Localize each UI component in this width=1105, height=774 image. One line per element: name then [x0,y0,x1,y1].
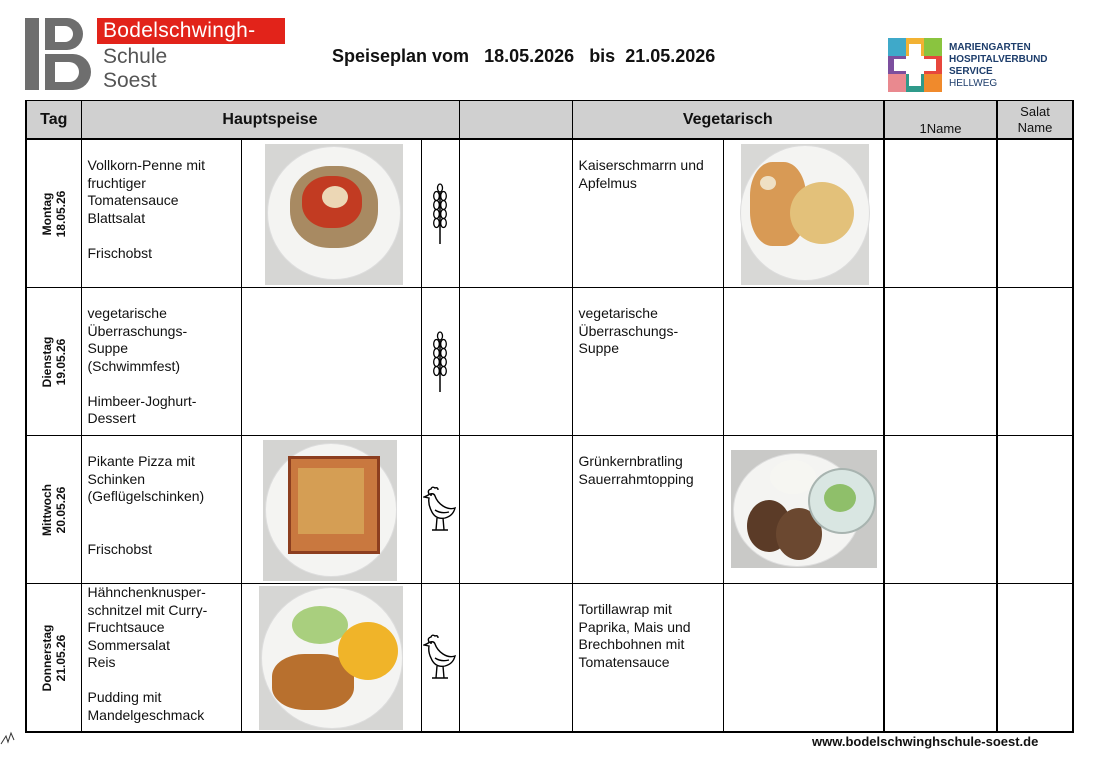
signature-scribble-icon [0,730,16,753]
veg-photo-cell [723,436,884,584]
day-cell [26,436,81,584]
title-separator: bis [589,46,616,66]
day-row-thursday [26,584,1073,733]
col-header-empty [459,101,572,140]
weekday: Montag [39,192,54,235]
day-date: 19.05.26 [53,338,68,385]
patties-photo [724,436,884,583]
school-logo-line2: Schule [103,45,168,68]
school-logo-red-line: Bodelschwingh- [97,18,285,44]
weekday: Mittwoch [39,483,54,536]
veg-photo-cell [723,288,884,436]
partner-logo [888,38,1068,94]
schnitzel-photo [242,584,421,731]
empty-cell [459,436,572,584]
salad-name-cell [997,584,1073,733]
empty-cell [459,139,572,288]
empty-cell [459,288,572,436]
day-cell [26,584,81,733]
title-label: Speiseplan vom [332,46,470,66]
col-header-vegetarian: Vegetarisch [572,101,884,140]
veg-dish-cell: vegetarische Überraschungs- Suppe [572,288,723,436]
pasta-photo [242,140,421,287]
school-logo [25,18,285,92]
main-dish-cell: Hähnchenknusper- schnitzel mit Curry- Fruchtsauce Sommersalat Reis Pudding mit Mandelgeschmack [81,584,241,733]
main-photo-cell [241,288,421,436]
wheat-icon [421,288,459,436]
veg-photo-cell [723,139,884,288]
main-photo-cell [241,139,421,288]
name1-cell [884,139,997,288]
page-title [332,46,715,67]
day-cell [26,288,81,436]
veg-dish-cell: Grünkernbratling Sauerrahmtopping [572,436,723,584]
header-row [26,101,1073,140]
col-header-salad: Salat Name [997,101,1073,140]
day-row-monday [26,139,1073,288]
menu-table [25,100,1074,733]
day-date: 20.05.26 [53,486,68,533]
main-dish-cell: vegetarische Überraschungs- Suppe (Schwimmfest) Himbeer-Joghurt- Dessert [81,288,241,436]
weekday: Dienstag [39,336,54,387]
footer-website: www.bodelschwinghschule-soest.de [812,734,1039,749]
col-header-name1: 1Name [884,101,997,140]
chicken-icon [421,584,459,733]
school-logo-b-mark [25,18,95,90]
main-dish-cell: Vollkorn-Penne mit fruchtiger Tomatensauce Blattsalat Frischobst [81,139,241,288]
main-photo-cell [241,436,421,584]
salad-name-cell [997,139,1073,288]
name1-cell [884,288,997,436]
main-dish-cell: Pikante Pizza mit Schinken (Geflügelschinken) Frischobst [81,436,241,584]
main-photo-cell [241,584,421,733]
veg-photo-cell [723,584,884,733]
veg-dish-cell: Kaiserschmarrn und Apfelmus [572,139,723,288]
date-from: 18.05.2026 [484,46,575,66]
name1-cell [884,436,997,584]
veg-dish-cell: Tortillawrap mit Paprika, Mais und Brechbohnen mit Tomatensauce [572,584,723,733]
col-header-main: Hauptspeise [81,101,459,140]
day-date: 21.05.26 [53,634,68,681]
col-header-day: Tag [26,101,81,140]
pizza-photo [242,436,421,583]
empty-cell [459,584,572,733]
school-logo-line3: Soest [103,69,157,92]
name1-cell [884,584,997,733]
wheat-icon [421,139,459,288]
salad-name-cell [997,288,1073,436]
day-row-wednesday [26,436,1073,584]
partner-logo-text: MARIENGARTEN HOSPITALVERBUND SERVICE HELLWEG [949,42,1048,89]
chicken-icon [421,436,459,584]
salad-name-cell [997,436,1073,584]
day-date: 18.05.26 [53,190,68,237]
weekday: Donnerstag [39,624,54,691]
date-to: 21.05.2026 [625,46,716,66]
partner-logo-mosaic-icon [888,38,942,92]
kaiserschmarrn-photo [724,140,884,287]
day-row-tuesday [26,288,1073,436]
day-cell [26,139,81,288]
